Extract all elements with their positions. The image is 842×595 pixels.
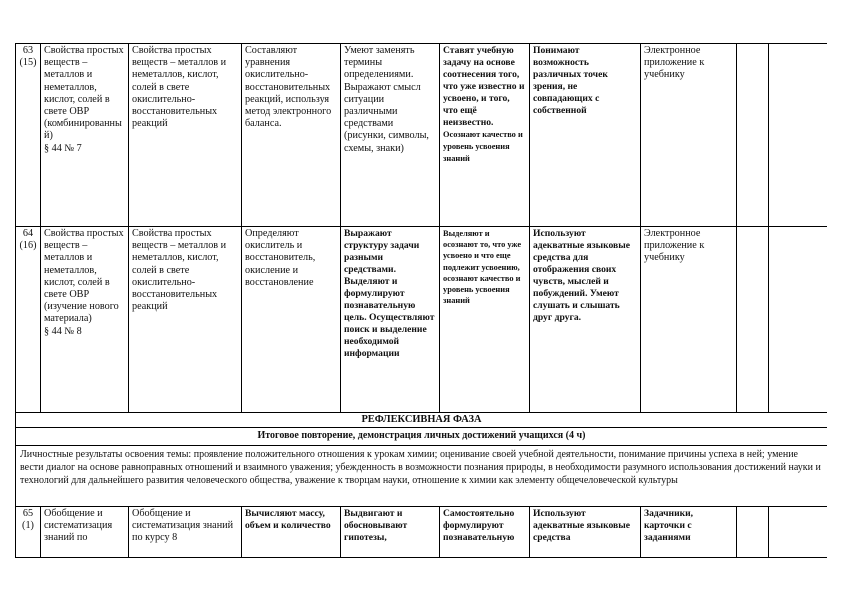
lesson-topic: Свойства простых веществ – металлов и неметаллов, кислот, солей в свете ОВР (изучение нового материала) § 44 № 8 xyxy=(41,227,129,413)
lesson-number: 65 (1) xyxy=(16,507,41,558)
subject-results: Определяют окислитель и восстановитель, окисление и восстановление xyxy=(242,227,341,413)
table-row xyxy=(16,227,828,413)
resources: Электронное приложение к учебнику xyxy=(641,227,737,413)
extra-cell-2 xyxy=(769,44,828,227)
cognitive-uud: Понимают возможность различных точек зрения, не совпадающих с собственной xyxy=(530,44,641,227)
table-row xyxy=(16,44,828,227)
subject-results: Составляют уравнения окислительно-восстановительных реакций, используя метод электронного баланса. xyxy=(242,44,341,227)
lesson-plan-table xyxy=(15,43,827,558)
phase-title: РЕФЛЕКСИВНАЯ ФАЗА xyxy=(16,413,828,428)
lesson-topic: Обобщение и систематизация знаний по xyxy=(41,507,129,558)
regulative-uud xyxy=(440,44,530,227)
personal-results-text: Личностные результаты освоения темы: проявление положительного отношения к урокам химии; оценивание своей учебной деятельности, понимание причины успеха в ней; умение вести диалог на основе равноправных отношений и взаимного уважения; убежденность в возможности познания природы, в необходимости разумного использования достижений науки и технологий для дальнейшего развития человеческого общества, уважение к творцам науки, отношение к химии как элементу общечеловеческой культуры xyxy=(16,446,828,507)
communicative-uud: Выражают структуру задачи разными средствами. Выделяют и формулируют познавательную цель. Осуществляют поиск и выделение необходимой информации xyxy=(341,227,440,413)
lesson-content: Свойства простых веществ – металлов и неметаллов, кислот, солей в свете окислительно-восстановительных реакций xyxy=(129,227,242,413)
subphase-title: Итоговое повторение, демонстрация личных достижений учащихся (4 ч) xyxy=(16,428,828,446)
regulative-uud: Самостоятельно формулируют познавательную xyxy=(440,507,530,558)
extra-cell-1 xyxy=(737,507,769,558)
lesson-number: 64 (16) xyxy=(16,227,41,413)
lesson-topic: Свойства простых веществ – металлов и неметаллов, кислот, солей в свете ОВР (комбинированный) § 44 № 7 xyxy=(41,44,129,227)
communicative-uud: Выдвигают и обосновывают гипотезы, xyxy=(341,507,440,558)
extra-cell-1 xyxy=(737,44,769,227)
cognitive-uud: Используют адекватные языковые средства для отображения своих чувств, мыслей и побуждений. Умеют слушать и слышать друг друга. xyxy=(530,227,641,413)
table-row xyxy=(16,507,828,558)
extra-cell-2 xyxy=(769,227,828,413)
phase-row xyxy=(16,413,828,428)
lesson-content: Свойства простых веществ – металлов и неметаллов, кислот, солей в свете окислительно-восстановительных реакций xyxy=(129,44,242,227)
communicative-uud: Умеют заменять термины определениями. Выражают смысл ситуации различными средствами (рисунки, символы, схемы, знаки) xyxy=(341,44,440,227)
lesson-number: 63 (15) xyxy=(16,44,41,227)
subphase-row xyxy=(16,428,828,446)
lesson-content: Обобщение и систематизация знаний по курсу 8 xyxy=(129,507,242,558)
subject-results: Вычисляют массу, объем и количество xyxy=(242,507,341,558)
extra-cell-1 xyxy=(737,227,769,413)
regulative-main: Ставят учебную задачу на основе соотнесения того, что уже известно и усвоено, и того, что ещё неизвестно. xyxy=(443,45,525,128)
regulative-uud: Выделяют и осознают то, что уже усвоено и что еще подлежит усвоению, осознают качество и уровень усвоения знаний xyxy=(440,227,530,413)
regulative-note: Осознают качество и уровень усвоения знаний xyxy=(443,130,523,163)
cognitive-uud: Используют адекватные языковые средства xyxy=(530,507,641,558)
resources: Электронное приложение к учебнику xyxy=(641,44,737,227)
resources: Задачники, карточки с заданиями xyxy=(641,507,737,558)
personal-results-row xyxy=(16,446,828,507)
extra-cell-2 xyxy=(769,507,828,558)
lesson-plan-page xyxy=(15,43,827,565)
